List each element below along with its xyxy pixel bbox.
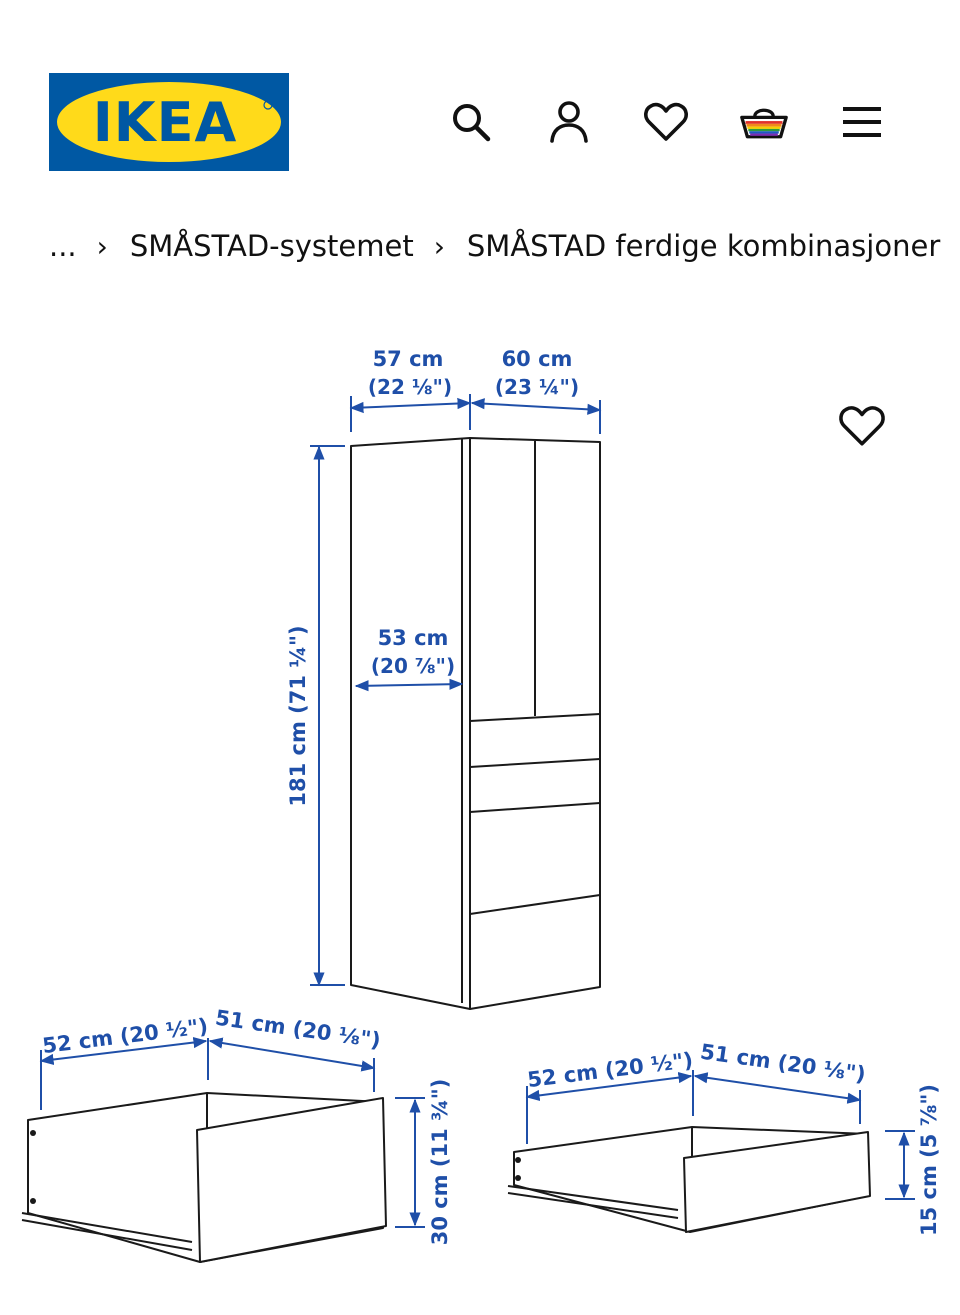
breadcrumb-item-smastad-system[interactable]: SMÅSTAD-systemet [129, 229, 414, 263]
hamburger-menu-icon[interactable] [838, 98, 886, 146]
breadcrumb-item-smastad-combinations[interactable]: SMÅSTAD ferdige kombinasjoner [466, 229, 941, 263]
heart-icon[interactable] [642, 98, 690, 146]
cabinet-height: 181 cm (71 ¼") [286, 625, 310, 807]
small-drawer-height: 15 cm (5 ⅞") [917, 1084, 941, 1236]
cabinet-width-in: (23 ¼") [494, 375, 580, 399]
chevron-right-icon: › [96, 229, 108, 263]
cabinet-width-cm: 60 cm [501, 347, 573, 371]
user-icon[interactable] [545, 98, 593, 146]
ikea-logo[interactable] [49, 73, 289, 171]
large-drawer-drawing [22, 1093, 386, 1262]
shopping-basket-icon[interactable] [740, 98, 788, 146]
small-drawer-depth: 52 cm (20 ½") [526, 1047, 695, 1093]
chevron-right-icon: › [433, 229, 445, 263]
breadcrumb [49, 226, 940, 266]
large-drawer-height: 30 cm (11 ¾") [428, 1078, 452, 1246]
search-icon[interactable] [447, 98, 495, 146]
large-drawer-depth: 52 cm (20 ½") [41, 1013, 210, 1059]
add-to-favourites-heart-icon[interactable] [834, 398, 890, 454]
breadcrumb-ellipsis[interactable]: ... [49, 229, 77, 263]
cabinet-drawing [351, 438, 600, 1009]
svg-text:IKEA: IKEA [92, 91, 238, 154]
small-drawer-width: 51 cm (20 ⅛") [698, 1039, 868, 1087]
small-drawer-drawing [508, 1127, 870, 1232]
product-dimension-image[interactable] [0, 320, 960, 1310]
cabinet-inner-depth-cm: 53 cm [377, 626, 449, 650]
large-drawer-width: 51 cm (20 ⅛") [213, 1005, 383, 1053]
cabinet-depth-in: (22 ⅛") [367, 375, 453, 399]
dimension-drawing [0, 320, 960, 1310]
cabinet-depth-cm: 57 cm [372, 347, 444, 371]
cabinet-inner-depth-in: (20 ⅞") [370, 654, 456, 678]
